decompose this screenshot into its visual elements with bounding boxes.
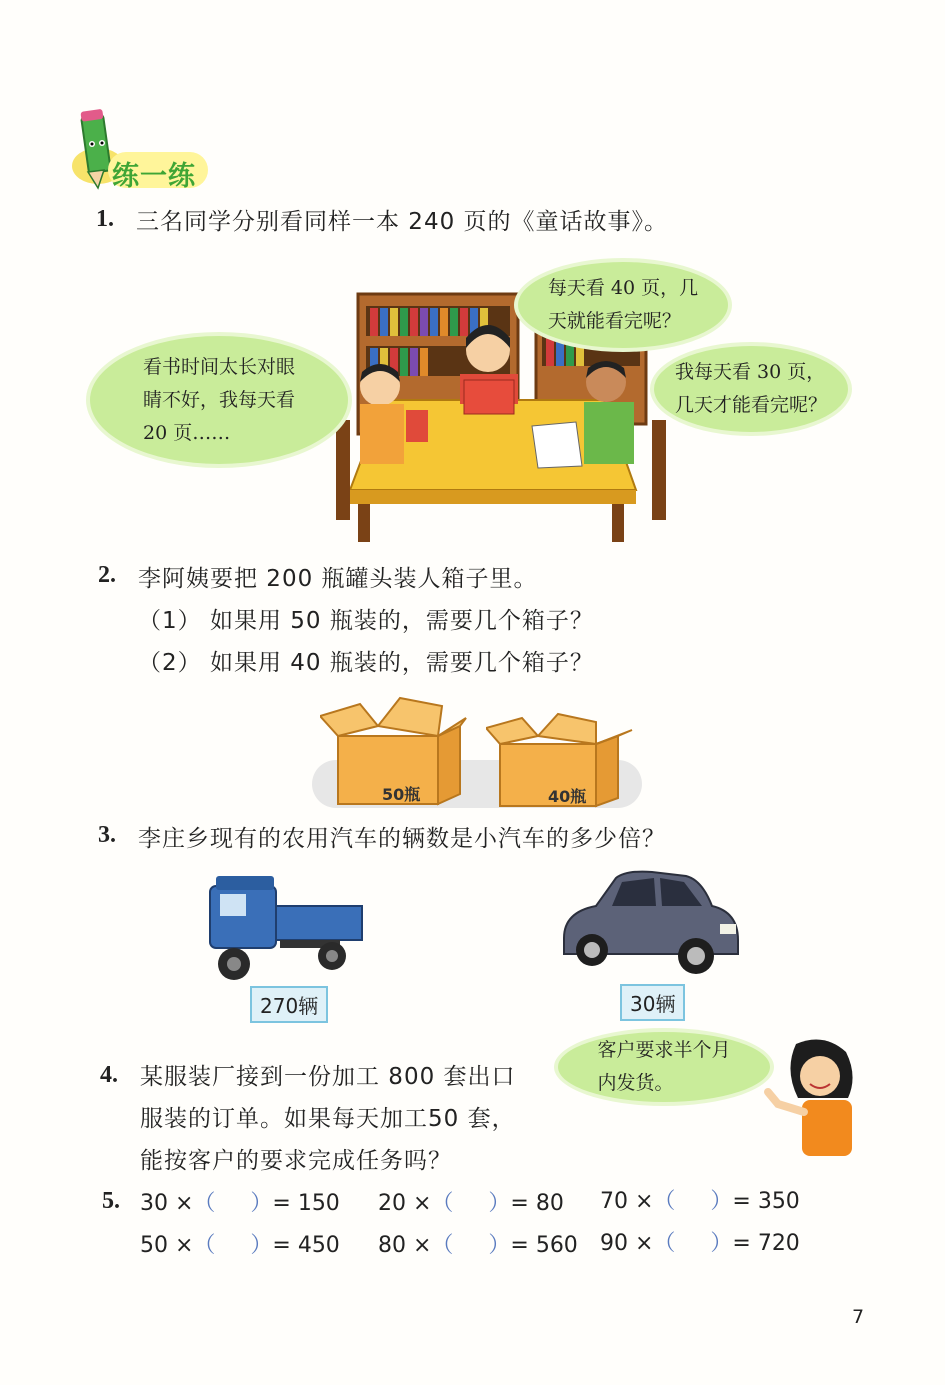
section-title: 练一练 <box>112 161 196 192</box>
question-2-sub-2: （2） 如果用 40 瓶装的，需要几个箱子？ <box>138 650 594 676</box>
question-4-line-2: 服装的订单。如果每天加工50 套， <box>140 1106 516 1132</box>
answer-blank[interactable]: （ ） <box>653 1189 733 1214</box>
car-count-label: 30辆 <box>620 984 685 1021</box>
question-1-number: 1. <box>96 206 114 232</box>
car-icon <box>556 866 742 978</box>
section-header <box>68 108 218 192</box>
question-2-sub-1: （1） 如果用 50 瓶装的，需要几个箱子？ <box>138 608 594 634</box>
equation-2: 20 ×（ ）= 80 <box>378 1191 564 1216</box>
speech-bubble-left <box>90 336 348 464</box>
question-2-text: 李阿姨要把 200 瓶罐头装人箱子里。 <box>138 566 538 592</box>
equation-4: 50 ×（ ）= 450 <box>140 1233 340 1258</box>
answer-blank[interactable]: （ ） <box>193 1233 273 1258</box>
equation-6: 90 ×（ ）= 720 <box>600 1231 800 1256</box>
question-3-number: 3. <box>98 822 116 848</box>
question-4-line-1: 某服装厂接到一份加工 800 套出口 <box>140 1064 516 1090</box>
equation-1: 30 ×（ ）= 150 <box>140 1191 340 1216</box>
speech-bubble-right <box>654 346 848 432</box>
speech-bubble-customer <box>558 1032 770 1102</box>
box-40-label: 40瓶 <box>548 787 587 806</box>
answer-blank[interactable]: （ ） <box>431 1233 511 1258</box>
speech-bubble-right-text: 我每天看 30 页， 几天才能看完呢？ <box>674 361 827 416</box>
box-50-label: 50瓶 <box>382 785 421 804</box>
answer-blank[interactable]: （ ） <box>653 1231 733 1256</box>
equation-3: 70 ×（ ）= 350 <box>600 1189 800 1214</box>
speech-bubble-top-text: 每天看 40 页，几 天就能看完呢？ <box>547 277 699 332</box>
speech-bubble-customer-text: 客户要求半个月 内发货。 <box>597 1039 731 1094</box>
answer-blank[interactable]: （ ） <box>431 1191 511 1216</box>
speech-bubble-left-text: 看书时间太长对眼 睛不好，我每天看 20 页…… <box>142 355 295 444</box>
page-number: 7 <box>852 1306 865 1328</box>
answer-blank[interactable]: （ ） <box>193 1191 273 1216</box>
equation-5: 80 ×（ ）= 560 <box>378 1233 578 1258</box>
question-4-line-3: 能按客户的要求完成任务吗？ <box>140 1148 452 1174</box>
question-4-number: 4. <box>100 1062 118 1088</box>
woman-waving-icon <box>762 1036 862 1156</box>
truck-count-label: 270辆 <box>250 986 328 1023</box>
question-3-text: 李庄乡现有的农用汽车的辆数是小汽车的多少倍？ <box>138 826 666 852</box>
question-5-number: 5. <box>102 1188 120 1214</box>
speech-bubble-top <box>518 262 728 348</box>
question-2-number: 2. <box>98 562 116 588</box>
farm-truck-icon <box>200 870 364 984</box>
question-1-text: 三名同学分别看同样一本 240 页的《童话故事》。 <box>136 209 669 235</box>
